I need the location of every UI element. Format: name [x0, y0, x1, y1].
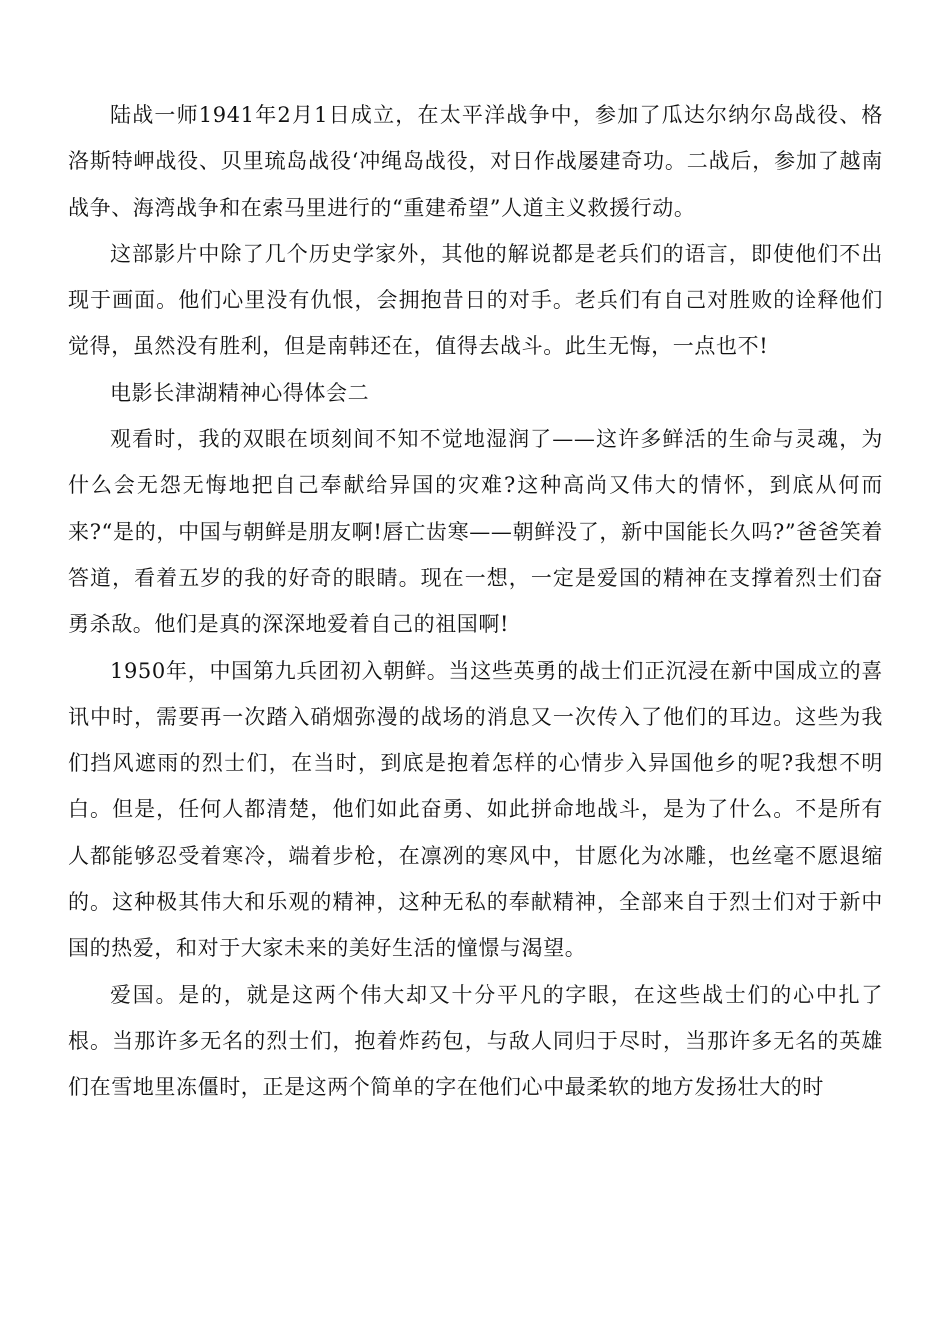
paragraph-marine-division-history: 陆战一师1941年2月1日成立，在太平洋战争中，参加了瓜达尔纳尔岛战役、格洛斯特岬战役、贝里琉岛战役‘冲绳岛战役，对日作战屡建奇功。二战后，参加了越南战争、海湾战争和在索马里进行的“重建希望”人道主义救援行动。	[68, 103, 883, 220]
document-body	[68, 92, 883, 1111]
paragraph-patriotism: 爱国。是的，就是这两个伟大却又十分平凡的字眼，在这些战士们的心中扎了根。当那许多无名的烈士们，抱着炸药包，与敌人同归于尽时，当那许多无名的英雄们在雪地里冻僵时，正是这两个简单的字在他们心中最柔软的地方发扬壮大的时	[68, 982, 883, 1100]
section-heading: 电影长津湖精神心得体会二	[110, 380, 370, 405]
paragraph-ninth-corps-1950: 1950年，中国第九兵团初入朝鲜。当这些英勇的战士们正沉浸在新中国成立的喜讯中时，需要再一次踏入硝烟弥漫的战场的消息又一次传入了他们的耳边。这些为我们挡风遮雨的烈士们，在当时，到底是抱着怎样的心情步入异国他乡的呢?我想不明白。但是，任何人都清楚，他们如此奋勇、如此拼命地战斗，是为了什么。不是所有人都能够忍受着寒冷，端着步枪，在凛冽的寒风中，甘愿化为冰雕，也丝毫不愿退缩的。这种极其伟大和乐观的精神，这种无私的奉献精神，全部来自于烈士们对于新中国的热爱，和对于大家未来的美好生活的憧憬与渴望。	[68, 658, 883, 961]
paragraph-watching-reflection: 观看时，我的双眼在顷刻间不知不觉地湿润了——这许多鲜活的生命与灵魂，为什么会无怨无悔地把自己奉献给异国的灾难?这种高尚又伟大的情怀，到底从何而来?“是的，中国与朝鲜是朋友啊!唇亡齿寒——朝鲜没了，新中国能长久吗?”爸爸笑着答道，看着五岁的我的好奇的眼睛。现在一想，一定是爱国的精神在支撑着烈士们奋勇杀敌。他们是真的深深地爱着自己的祖国啊!	[68, 427, 883, 637]
paragraph-documentary-veterans: 这部影片中除了几个历史学家外，其他的解说都是老兵们的语言，即使他们不出现于画面。他们心里没有仇恨，会拥抱昔日的对手。老兵们有自己对胜败的诠释他们觉得，虽然没有胜利，但是南韩还在，值得去战斗。此生无悔，一点也不!	[68, 241, 883, 359]
